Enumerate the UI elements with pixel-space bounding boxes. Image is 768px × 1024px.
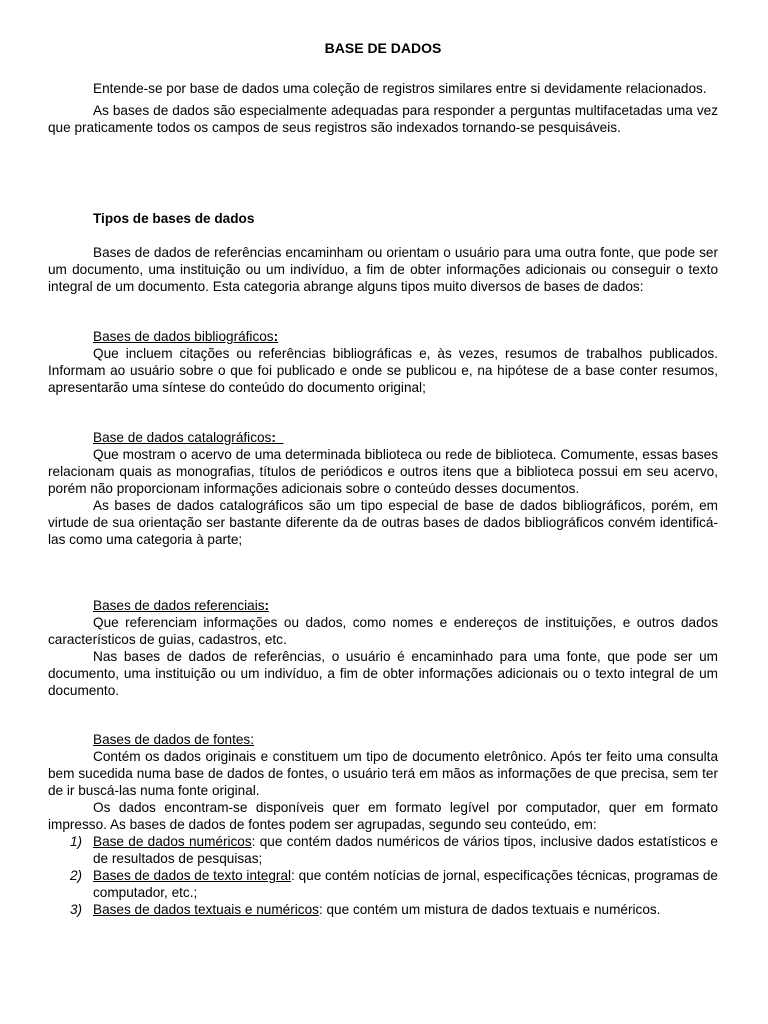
referential-heading-line: [48, 597, 718, 614]
referential-section: [48, 597, 718, 699]
bibliographic-paragraph: Que incluem citações ou referências bibliográficas e, às vezes, resumos de trabalhos publicados. Informam ao usuário sobre o que foi publicado e onde se publicou e, na hipótese de a base conter resumos, apresentarão uma síntese do conteúdo do documento original;: [48, 346, 718, 395]
sources-heading-line: [48, 731, 718, 748]
bibliographic-section: [48, 328, 718, 396]
types-intro-block: [48, 244, 718, 295]
document-title: BASE DE DADOS: [324, 40, 442, 56]
catalog-paragraph-1: Que mostram o acervo de uma determinada biblioteca ou rede de biblioteca. Comumente, essas bases relacionam quais as monografias, títulos de periódicos e outros itens que a biblioteca possui em seu acervo, porém não proporcionam informações adicionais sobre o conteúdo desses documentos.: [48, 447, 718, 496]
referential-heading-colon: :: [264, 598, 270, 613]
sources-section: [48, 731, 718, 918]
bibliographic-heading: Bases de dados bibliográficos: [93, 329, 274, 344]
sources-paragraph-2: Os dados encontram-se disponíveis quer em formato legível por computador, quer em formato impresso. As bases de dados de fontes podem ser agrupadas, segundo seu conteúdo, em:: [48, 800, 718, 832]
list-item-number: 2): [70, 868, 83, 883]
catalog-heading-colon: :: [271, 430, 276, 445]
bibliographic-heading-line: [48, 328, 718, 345]
catalog-heading-line: [48, 429, 718, 446]
sources-list: [48, 833, 718, 918]
list-item: [48, 867, 718, 901]
intro-section: [48, 80, 718, 136]
referential-paragraph-2: Nas bases de dados de referências, o usuário é encaminhado para uma fonte, que pode ser um documento, uma instituição ou um indivíduo, a fim de obter informações adicionais ou o texto integral de um documento.: [48, 649, 718, 698]
list-item-number: 1): [70, 834, 83, 849]
catalog-paragraph-2: As bases de dados catalográficos são um tipo especial de base de dados bibliográficos, porém, em virtude de sua orientação ser bastante diferente da de outras bases de dados bibliográficos convém identificá-las como uma categoria à parte;: [48, 498, 718, 547]
types-heading: Tipos de bases de dados: [93, 211, 255, 226]
sources-heading: Bases de dados de fontes:: [93, 732, 254, 747]
referential-paragraph-1: Que referenciam informações ou dados, como nomes e endereços de instituições, e outros dados característicos de guias, cadastros, etc.: [48, 615, 718, 647]
types-heading-block: [48, 210, 718, 227]
intro-paragraph-2: As bases de dados são especialmente adequadas para responder a perguntas multifacetadas uma vez que praticamente todos os campos de seus registros são indexados tornando-se pesquisáveis.: [48, 103, 718, 135]
list-item: [48, 901, 718, 918]
referential-heading: Bases de dados referenciais: [93, 598, 265, 613]
intro-paragraph-1: Entende-se por base de dados uma coleção de registros similares entre si devidamente relacionados.: [93, 81, 707, 96]
list-item-term: Bases de dados textuais e numéricos: [93, 902, 319, 917]
list-item-text: : que contém dados numéricos de vários tipos, inclusive dados estatísticos e de resultados de pesquisas;: [93, 834, 718, 866]
catalog-section: [48, 429, 718, 548]
list-item-number: 3): [70, 902, 83, 917]
types-intro-paragraph: Bases de dados de referências encaminham ou orientam o usuário para uma outra fonte, que pode ser um documento, uma instituição ou um indivíduo, a fim de obter informações adicionais ou conseguir o texto integral de um documento. Esta categoria abrange alguns tipos muito diversos de bases de dados:: [48, 245, 718, 294]
list-item: [48, 833, 718, 867]
catalog-heading: Base de dados catalográficos: [93, 430, 272, 445]
bibliographic-heading-colon: :: [273, 329, 279, 344]
list-item-text: : que contém notícias de jornal, especificações técnicas, programas de computador, etc.;: [93, 868, 718, 900]
list-item-term: Bases de dados de texto integral: [93, 868, 292, 883]
sources-paragraph-1: Contém os dados originais e constituem um tipo de documento eletrônico. Após ter feito uma consulta bem sucedida numa base de dados de fontes, o usuário terá em mãos as informações de que precisa, sem ter de ir buscá-las numa fonte original.: [48, 749, 718, 798]
list-item-text: : que contém um mistura de dados textuais e numéricos.: [318, 902, 661, 917]
list-item-term: Base de dados numéricos: [93, 834, 252, 849]
